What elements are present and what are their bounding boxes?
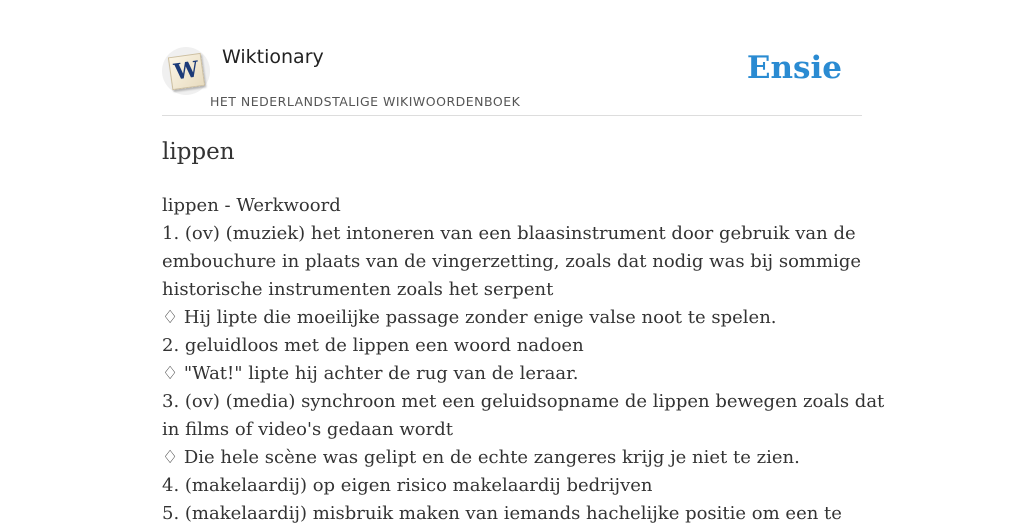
wiktionary-logo-icon[interactable] bbox=[162, 47, 210, 95]
example-line: ♢ Hij lipte die moeilijke passage zonder enige valse noot te spelen. bbox=[162, 307, 777, 328]
definition-line: 1. (ov) (muziek) het intoneren van een blaasinstrument door gebruik van de bbox=[162, 223, 856, 244]
definition-line: 2. geluidloos met de lippen een woord nadoen bbox=[162, 335, 584, 356]
header-divider bbox=[162, 115, 862, 116]
definition-line: in films of video's gedaan wordt bbox=[162, 419, 454, 440]
entry-content bbox=[162, 192, 885, 528]
definition-line: embouchure in plaats van de vingerzetting, zoals dat nodig was bij sommige bbox=[162, 251, 862, 272]
definition-line: 3. (ov) (media) synchroon met een geluidsopname de lippen bewegen zoals dat bbox=[162, 391, 885, 412]
site-tagline: HET NEDERLANDSTALIGE WIKIWOORDENBOEK bbox=[210, 94, 521, 109]
definition-line: 5. (makelaardij) misbruik maken van iemands hachelijke positie om een te bbox=[162, 503, 842, 524]
example-line: ♢ "Wat!" lipte hij achter de rug van de leraar. bbox=[162, 363, 579, 384]
definition-line: 4. (makelaardij) op eigen risico makelaardij bedrijven bbox=[162, 475, 653, 496]
ensie-brand-logo[interactable]: Ensie bbox=[746, 50, 842, 86]
example-line: ♢ Die hele scène was gelipt en de echte zangeres krijg je niet te zien. bbox=[162, 447, 800, 468]
logo-letter: W bbox=[168, 53, 205, 90]
site-name[interactable]: Wiktionary bbox=[222, 46, 324, 68]
site-header bbox=[162, 44, 862, 116]
entry-title: lippen bbox=[162, 139, 235, 165]
entry-heading-line: lippen - Werkwoord bbox=[162, 195, 341, 216]
definition-line: historische instrumenten zoals het serpent bbox=[162, 279, 554, 300]
